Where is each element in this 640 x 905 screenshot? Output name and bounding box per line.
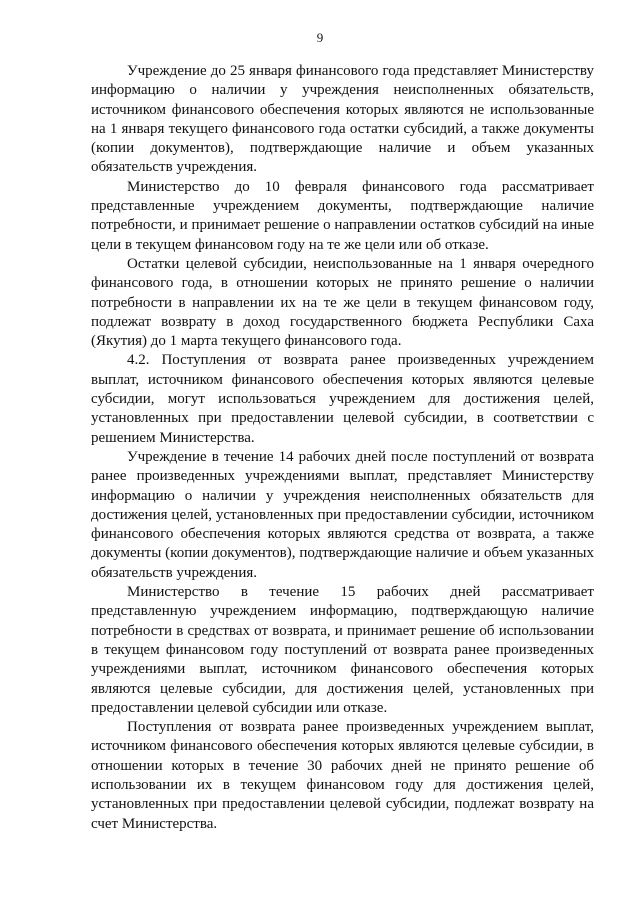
document-body [91,62,594,834]
page-number: 9 [316,30,324,45]
paragraph-30-days-return: Поступления от возврата ранее произведенных учреждением выплат, источником финансового обеспечения которых являются целевые субсидии, в отношении которых в течение 30 рабочих дней не принято решение об использовании их в текущем финансовом году для достижения целей, установленных при предоставлении целевой субсидии, подлежат возврату на счет Министерства. [91,719,594,832]
paragraph-ministry-review: Министерство до 10 февраля финансового года рассматривает представленные учреждением документы, подтверждающие наличие потребности, и принимает решение о направлении остатков субсидий на иные цели в текущем финансовом году на те же цели или об отказе. [91,178,594,253]
paragraph-ministry-15-days: Министерство в течение 15 рабочих дней рассматривает представленную учреждением информацию, подтверждающую наличие потребности в средствах от возврата, и принимает решение об использовании в текущем финансовом году поступлений от возврата ранее произведенных учреждениями выплат, источником финансового обеспечения которых являются целевые субсидии, для достижения целей, установленных при предоставлении целевой субсидии или отказе. [91,584,594,716]
paragraph-institution-14-days: Учреждение в течение 14 рабочих дней после поступлений от возврата ранее произведенных учреждениями выплат, представляет Министерству информацию о наличии у учреждения неисполненных обязательств для достижения целей, установленных при предоставлении субсидии, источником финансового обеспечения которых являются средства от возврата, а также документы (копии документов), подтверждающие наличие и объем указанных обязательств учреждения. [91,448,594,581]
paragraph-4-2-refund-receipts: 4.2. Поступления от возврата ранее произведенных учреждением выплат, источником финансового обеспечения которых являются целевые субсидии, могут использоваться учреждением для достижения целей, установленных при предоставлении целевой субсидии, в соответствии с решением Министерства. [91,352,594,446]
paragraph-report-deadline: Учреждение до 25 января финансового года представляет Министерству информацию о наличии у учреждения неисполненных обязательств, источником финансового обеспечения которых являются не использованные на 1 января текущего финансового года остатки субсидий, а также документы (копии документов), подтверждающие наличие и объем указанных обязательств учреждения. [91,63,594,176]
paragraph-unused-balances: Остатки целевой субсидии, неиспользованные на 1 января очередного финансового года, в отношении которых не принято решение о наличии потребности в направлении их на те же цели в текущем финансовом году, подлежат возврату в доход государственного бюджета Республики Саха (Якутия) до 1 марта текущего финансового года. [91,255,594,350]
